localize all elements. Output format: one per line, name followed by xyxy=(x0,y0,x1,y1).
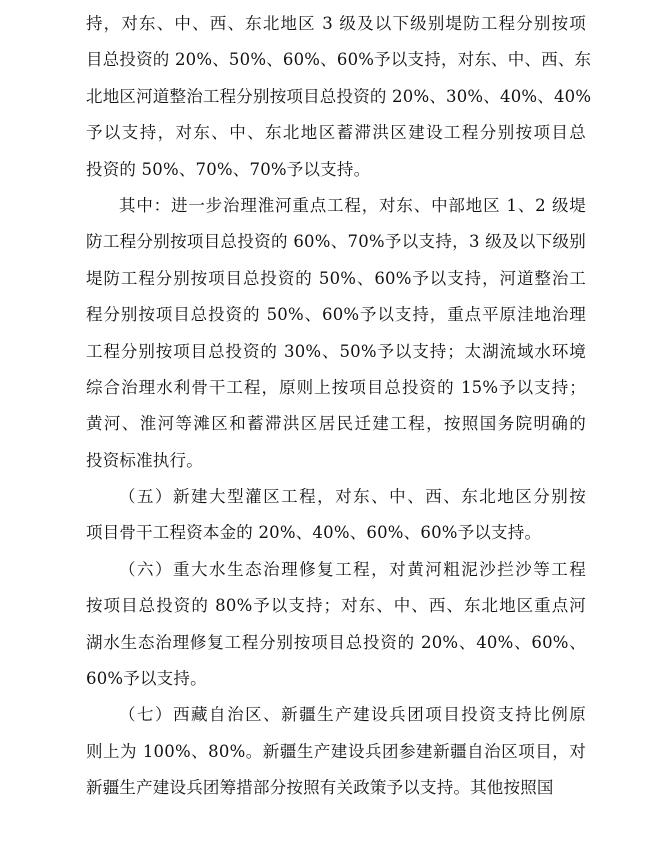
text-line: （七）西藏自治区、新疆生产建设兵团项目投资支持比例原 xyxy=(119,705,586,725)
text-line: 堤防工程分别按项目总投资的 50%、60%予以支持，河道整治工 xyxy=(86,268,586,288)
paragraph-huaihe xyxy=(86,188,586,479)
text-line: 工程分别按项目总投资的 30%、50%予以支持；太湖流域水环境 xyxy=(86,341,586,361)
paragraph-continuation xyxy=(86,6,592,188)
text-line: 综合治理水利骨干工程，原则上按项目总投资的 15%予以支持； xyxy=(86,377,586,397)
text-line: 持，对东、中、西、东北地区 3 级及以下级别堤防工程分别按项 xyxy=(86,14,586,33)
text-line: 则上为 100%、80%。新疆生产建设兵团参建新疆自治区项目，对 xyxy=(86,741,586,761)
text-line: 程分别按项目总投资的 50%、60%予以支持，重点平原洼地治理 xyxy=(86,305,586,325)
text-line: 60%予以支持。 xyxy=(86,669,207,689)
text-line: 防工程分别按项目总投资的 60%、70%予以支持，3 级及以下级别 xyxy=(86,232,586,252)
text-line: 投资标准执行。 xyxy=(86,450,203,470)
body-text xyxy=(86,6,592,807)
text-line: 北地区河道整治工程分别按项目总投资的 20%、30%、40%、40% xyxy=(86,86,592,106)
paragraph-item-5 xyxy=(86,479,586,552)
text-line: 项目骨干工程资本金的 20%、40%、60%、60%予以支持。 xyxy=(86,523,542,543)
text-line: 新疆生产建设兵团筹措部分按照有关政策予以支持。其他按照国 xyxy=(86,778,554,798)
text-line: 其中：进一步治理淮河重点工程，对东、中部地区 1、2 级堤 xyxy=(119,195,586,215)
text-line: 投资的 50%、70%、70%予以支持。 xyxy=(86,159,371,179)
text-line: 湖水生态治理修复工程分别按项目总投资的 20%、40%、60%、 xyxy=(86,632,586,652)
text-line: （六）重大水生态治理修复工程，对黄河粗泥沙拦沙等工程 xyxy=(119,559,586,579)
paragraph-item-6 xyxy=(86,552,586,698)
text-line: 按项目总投资的 80%予以支持；对东、中、西、东北地区重点河 xyxy=(86,596,586,616)
paragraph-item-7 xyxy=(86,697,586,806)
text-line: 目总投资的 20%、50%、60%、60%予以支持，对东、中、西、东 xyxy=(86,50,592,70)
text-line: 予以支持，对东、中、东北地区蓄滞洪区建设工程分别按项目总 xyxy=(86,123,586,143)
text-line: （五）新建大型灌区工程，对东、中、西、东北地区分别按 xyxy=(119,487,586,507)
text-line: 黄河、淮河等滩区和蓄滞洪区居民迁建工程，按照国务院明确的 xyxy=(86,414,586,434)
